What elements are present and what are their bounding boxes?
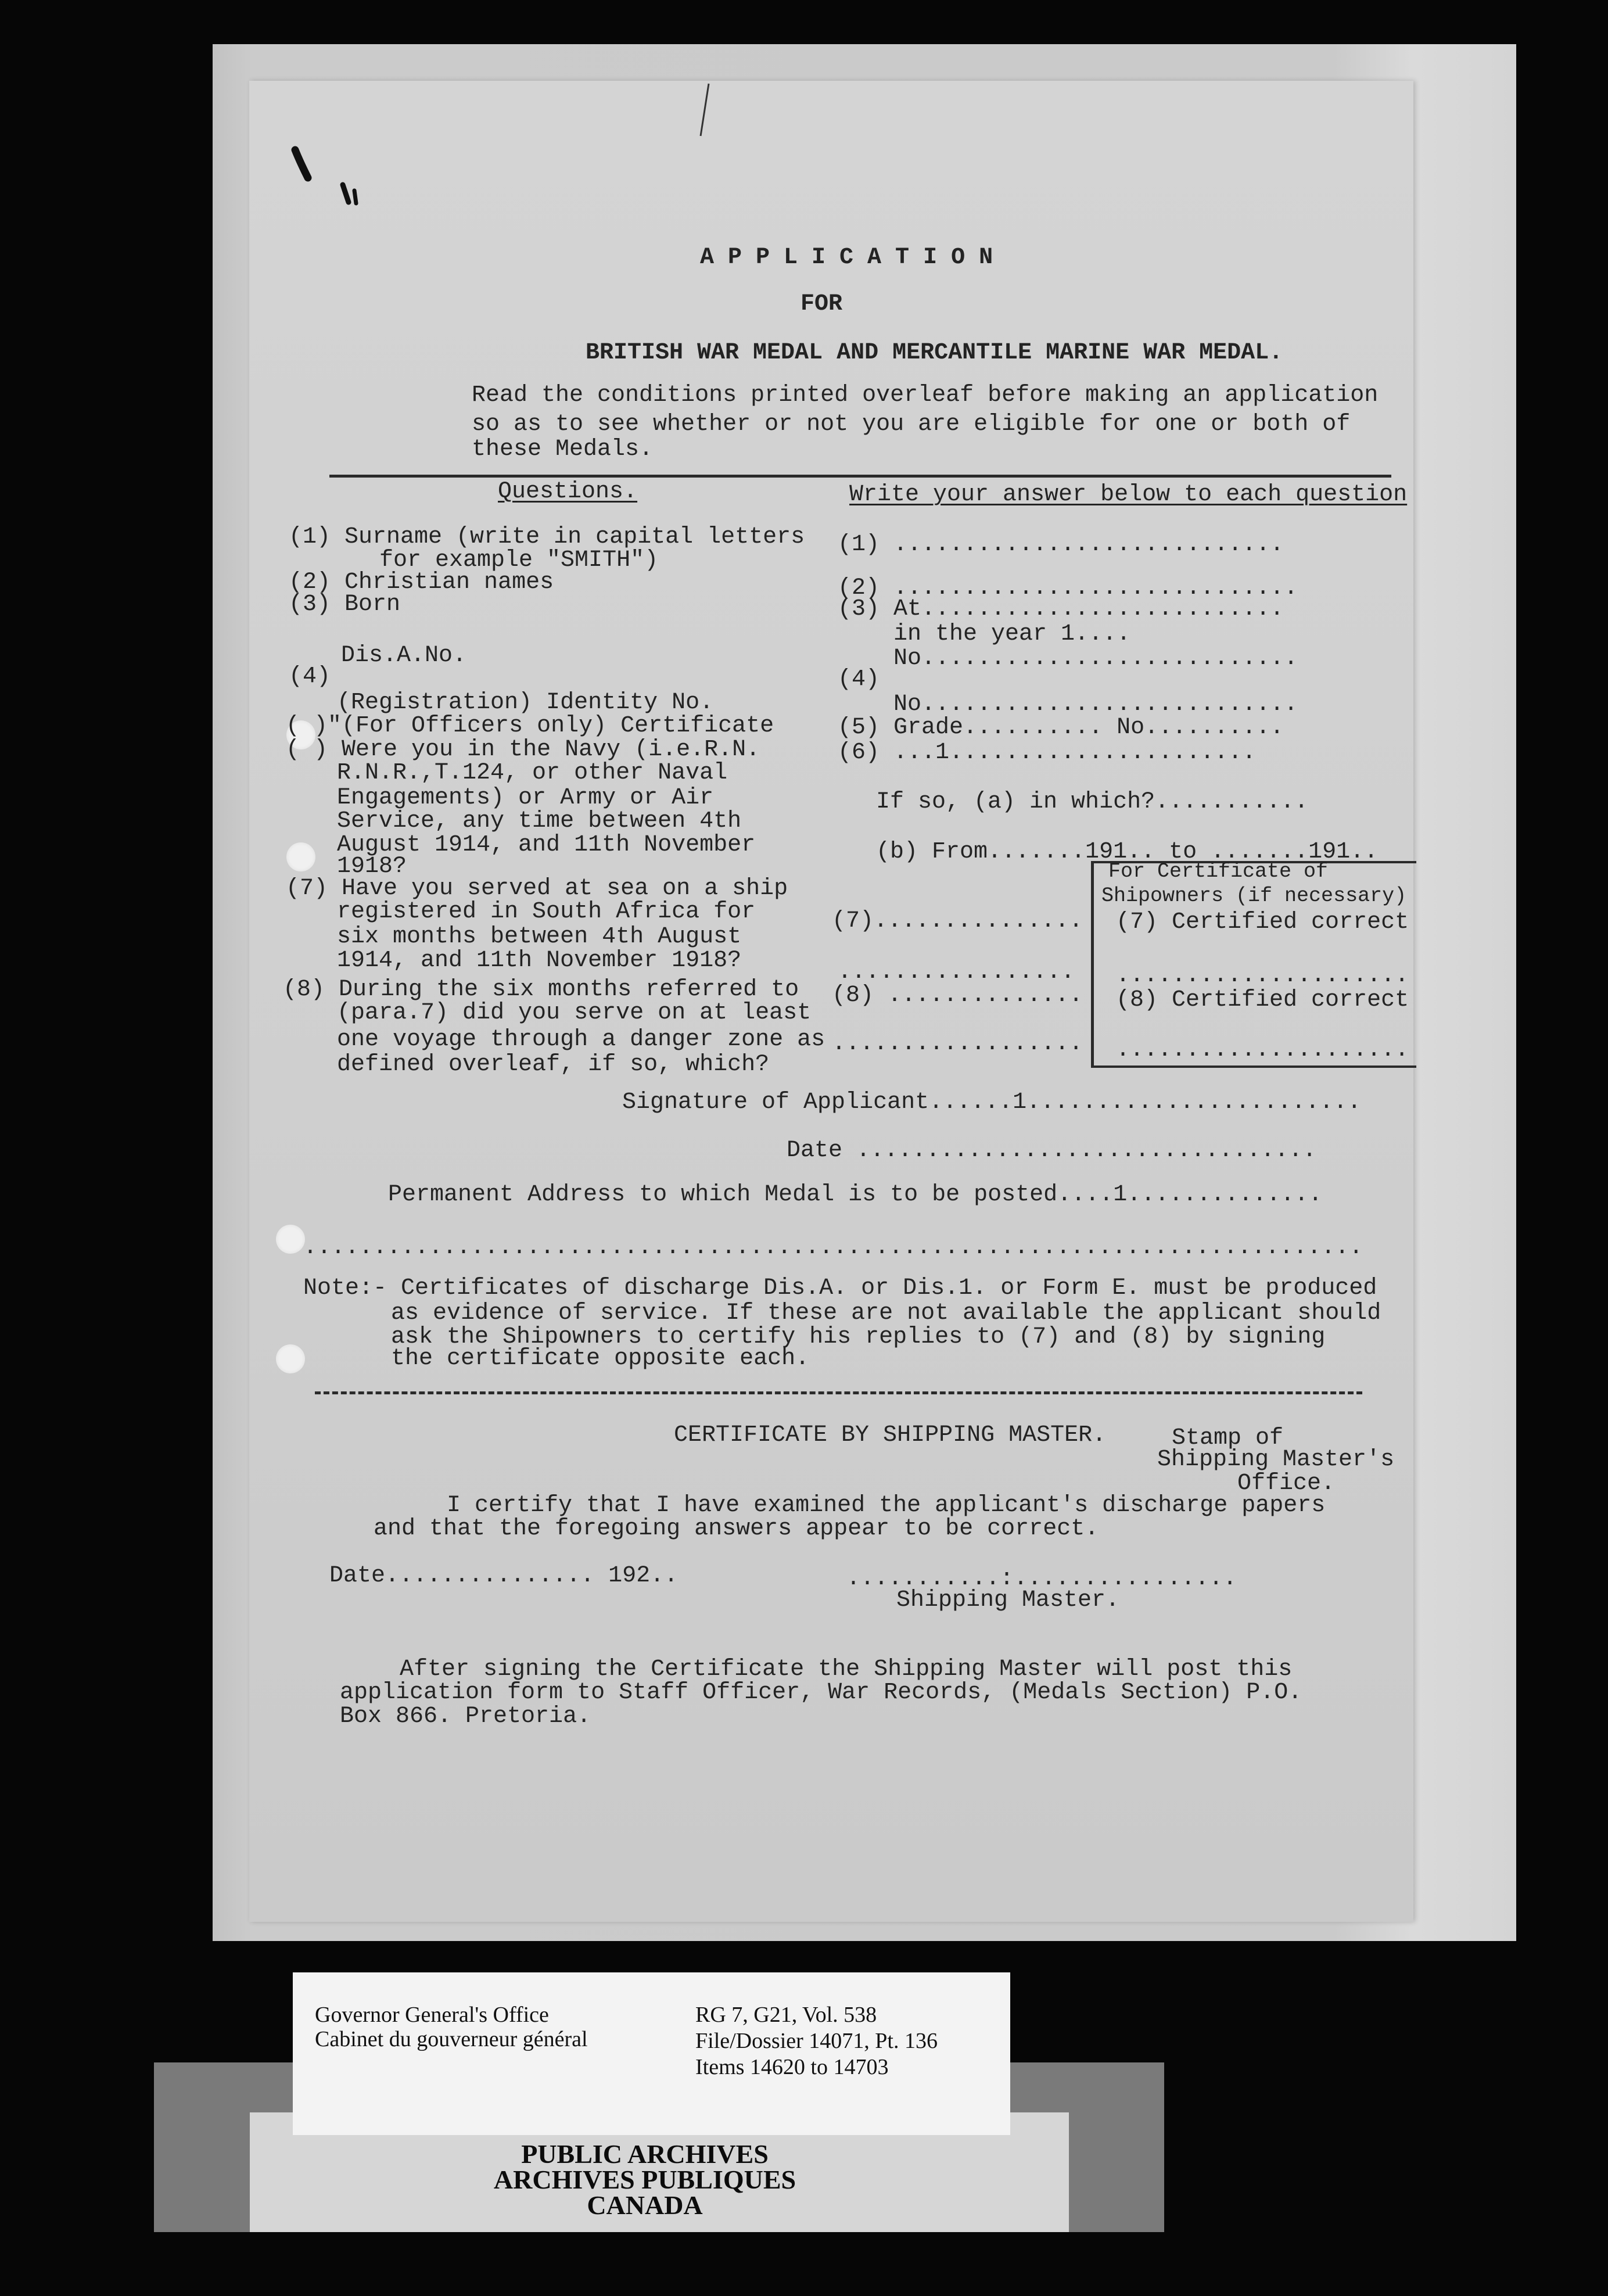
answer-line: (2) .............................: [838, 575, 1298, 601]
archive-file: File/Dossier 14071, Pt. 136: [695, 2029, 938, 2053]
punch-hole: [286, 842, 315, 871]
note-line: ask the Shipowners to certify his replies to (7) and (8) by signing: [391, 1324, 1326, 1350]
header-rule: [329, 475, 1391, 478]
question-line: Engagements) or Army or Air: [337, 785, 714, 811]
answer-line: (1) ............................: [838, 532, 1284, 558]
answer-line: (8) ..............: [832, 982, 1083, 1009]
archive-office-en: Governor General's Office: [315, 2003, 549, 2027]
permanent-address-label: Permanent Address to which Medal is to be posted....1..............: [388, 1182, 1323, 1208]
question-line: six months between 4th August: [337, 924, 742, 950]
posting-instructions-line: After signing the Certificate the Shipping Master will post this: [400, 1656, 1293, 1682]
question-line: (para.7) did you serve on at least: [337, 1000, 812, 1026]
archive-stamp: [250, 2141, 1040, 2218]
posting-instructions-line: application form to Staff Officer, War Records, (Medals Section) P.O.: [340, 1680, 1302, 1706]
question-line: August 1914, and 11th November: [337, 832, 756, 858]
ink-stroke: [696, 81, 713, 139]
archive-stamp-line: CANADA: [587, 2190, 703, 2220]
question-line: defined overleaf, if so, which?: [337, 1052, 770, 1078]
answer-line: If so, (a) in which?...........: [876, 789, 1309, 815]
shipowners-box-line: (8) Certified correct: [1116, 987, 1409, 1013]
certify-line: and that the foregoing answers appear to be correct.: [374, 1516, 1099, 1542]
answer-line: No...........................: [893, 645, 1298, 672]
note-line: Note:- Certificates of discharge Dis.A. or Dis.1. or Form E. must be produced: [303, 1275, 1377, 1301]
shipping-master-heading: CERTIFICATE BY SHIPPING MASTER.: [674, 1422, 1107, 1448]
question-line: ( ) Were you in the Navy (i.e.R.N.: [286, 737, 760, 763]
instructions-line: these Medals.: [472, 436, 654, 462]
question-line: 1918?: [337, 853, 407, 880]
certify-line: I certify that I have examined the applicant's discharge papers: [447, 1493, 1326, 1519]
stamp-note: Office.: [1237, 1470, 1336, 1497]
shipping-master-date: Date............... 192..: [329, 1563, 679, 1589]
form-title: A P P L I C A T I O N: [700, 245, 993, 271]
answer-line: .................: [838, 959, 1075, 985]
question-line: (8) During the six months referred to: [283, 977, 799, 1003]
note-line: as evidence of service. If these are not available the applicant should: [391, 1300, 1381, 1326]
question-line: one voyage through a danger zone as: [337, 1027, 825, 1053]
permanent-address-line: ............................................................................: [303, 1235, 1363, 1261]
question-line: for example "SMITH"): [379, 547, 659, 573]
archive-label-card: [293, 1972, 1010, 2135]
shipping-master-signature-line: ...........:................: [846, 1566, 1237, 1592]
question-line: 1914, and 11th November 1918?: [337, 948, 742, 974]
shipowners-box-line: .....................: [1116, 963, 1409, 989]
instructions-line: so as to see whether or not you are eligible for one or both of: [472, 411, 1351, 437]
applicant-date: Date .................................: [787, 1138, 1317, 1164]
answer-line: (3) At..........................: [838, 596, 1284, 622]
section-divider: [315, 1391, 1362, 1394]
question-line: Service, any time between 4th: [337, 808, 742, 834]
instructions-line: Read the conditions printed overleaf before making an application: [472, 382, 1379, 408]
answers-heading: Write your answer below to each question: [849, 482, 1408, 508]
question-line: (4): [289, 663, 331, 690]
punch-hole: [276, 1225, 305, 1254]
question-line: (3) Born: [289, 591, 401, 618]
answer-line: ..................: [832, 1031, 1083, 1057]
posting-instructions-line: Box 866. Pretoria.: [340, 1703, 591, 1730]
question-line: (7) Have you served at sea on a ship: [286, 876, 788, 902]
answer-line: in the year 1....: [893, 621, 1131, 647]
questions-heading: Questions.: [498, 479, 638, 505]
question-line: R.N.R.,T.124, or other Naval: [337, 760, 728, 786]
shipping-master-signature-label: Shipping Master.: [896, 1587, 1120, 1613]
note-line: the certificate opposite each.: [391, 1346, 810, 1372]
punch-hole: [276, 1344, 305, 1373]
answer-line: (5) Grade.......... No..........: [838, 715, 1284, 741]
shipowners-box-line: Shipowners (if necessary): [1101, 884, 1407, 907]
archive-office-fr: Cabinet du gouverneur général: [315, 2027, 588, 2051]
question-line: registered in South Africa for: [337, 899, 756, 925]
shipowners-box-line: For Certificate of: [1108, 860, 1329, 883]
applicant-signature: Signature of Applicant......1........................: [622, 1089, 1362, 1115]
shipowners-box-line: .....................: [1116, 1037, 1409, 1063]
question-line: (1) Surname (write in capital letters: [289, 524, 805, 550]
stamp-note: Stamp of: [1172, 1425, 1284, 1451]
answer-line: (4): [838, 666, 880, 693]
answer-line: (b) From.......191.. to .......191..: [876, 839, 1379, 865]
form-subtitle: BRITISH WAR MEDAL AND MERCANTILE MARINE WAR MEDAL.: [586, 340, 1283, 366]
question-line: (Registration) Identity No.: [337, 690, 714, 716]
question-line: ( )"(For Officers only) Certificate: [286, 713, 774, 739]
archive-stamp-line: ARCHIVES PUBLIQUES: [493, 2165, 796, 2194]
ink-mark: [285, 145, 366, 209]
answer-line: No...........................: [893, 691, 1298, 718]
archive-items: Items 14620 to 14703: [695, 2055, 889, 2079]
form-title-for: FOR: [801, 291, 843, 317]
archive-reference: RG 7, G21, Vol. 538: [695, 2003, 877, 2027]
answer-line: (7)...............: [832, 908, 1083, 934]
shipowners-box-line: (7) Certified correct: [1116, 909, 1409, 935]
answer-line: (6) ...1......................: [838, 740, 1257, 766]
question-line: Dis.A.No.: [341, 643, 467, 669]
archive-stamp-line: PUBLIC ARCHIVES: [521, 2139, 769, 2169]
stamp-note: Shipping Master's: [1157, 1447, 1395, 1473]
question-line: (2) Christian names: [289, 569, 554, 595]
